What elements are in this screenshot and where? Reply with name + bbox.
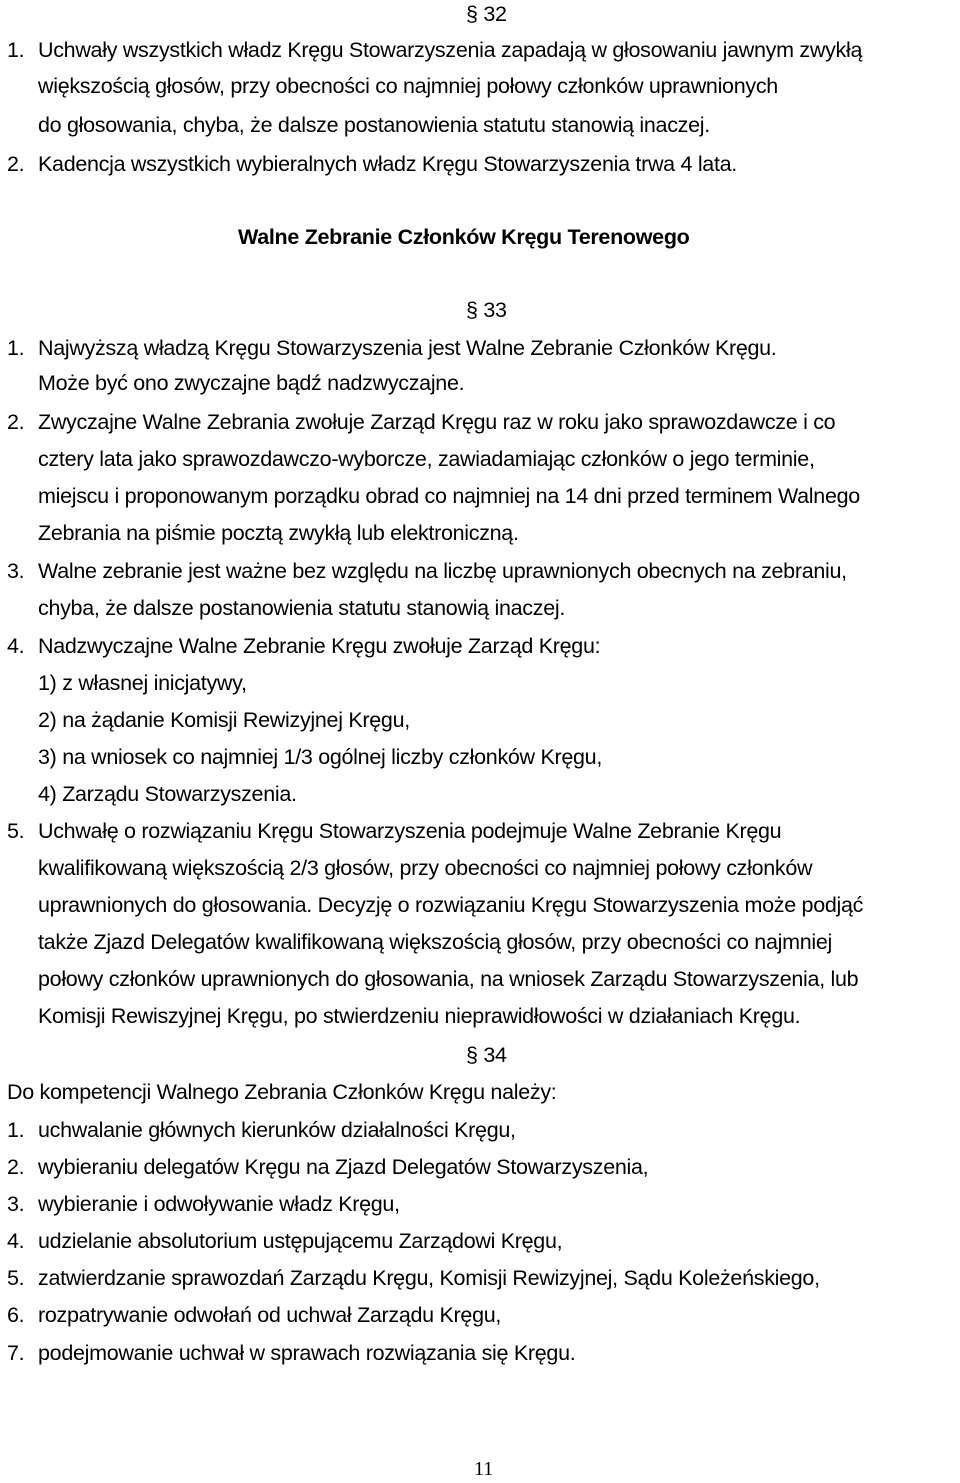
s33-item-4-number: 4. — [7, 634, 25, 658]
walne-zebranie-heading: Walne Zebranie Członków Kręgu Terenowego — [238, 225, 690, 249]
section-32-heading: § 32 — [466, 2, 507, 26]
s33-item-2-line-4: Zebrania na piśmie pocztą zwykłą lub elektroniczną. — [38, 521, 519, 545]
s34-intro: Do kompetencji Walnego Zebrania Członków Kręgu należy: — [7, 1080, 557, 1104]
s33-item-4-subitem-3: 3) na wniosek co najmniej 1/3 ogólnej liczby członków Kręgu, — [38, 745, 603, 769]
s33-item-1-line-2: Może być ono zwyczajne bądź nadzwyczajne. — [38, 371, 465, 395]
s34-item-6-text: rozpatrywanie odwołań od uchwał Zarządu Kręgu, — [38, 1303, 502, 1327]
s33-item-2-line-3: miejscu i proponowanym porządku obrad co najmniej na 14 dni przed terminem Walnego — [38, 484, 860, 508]
s32-item-1-line-1: Uchwały wszystkich władz Kręgu Stowarzyszenia zapadają w głosowaniu jawnym zwykłą — [38, 38, 863, 62]
s33-item-1-line-1: Najwyższą władzą Kręgu Stowarzyszenia jest Walne Zebranie Członków Kręgu. — [38, 336, 777, 360]
s34-item-4-number: 4. — [7, 1229, 25, 1253]
s32-item-2-number: 2. — [7, 152, 25, 176]
s33-item-2-line-1: Zwyczajne Walne Zebrania zwołuje Zarząd Kręgu raz w roku jako sprawozdawcze i co — [38, 410, 836, 434]
s34-item-3-number: 3. — [7, 1192, 25, 1216]
s33-item-3-line-2: chyba, że dalsze postanowienia statutu stanowią inaczej. — [38, 596, 565, 620]
s33-item-3-line-1: Walne zebranie jest ważne bez względu na liczbę uprawnionych obecnych na zebraniu, — [38, 559, 847, 583]
s33-item-5-line-2: kwalifikowaną większością 2/3 głosów, przy obecności co najmniej połowy członków — [38, 856, 813, 880]
s34-item-7-number: 7. — [7, 1341, 25, 1365]
s33-item-2-number: 2. — [7, 410, 25, 434]
s33-item-2-line-2: cztery lata jako sprawozdawczo-wyborcze, zawiadamiając członków o jego terminie, — [38, 447, 815, 471]
s34-item-6-number: 6. — [7, 1303, 25, 1327]
s33-item-4-subitem-1: 1) z własnej inicjatywy, — [38, 671, 247, 695]
s33-item-5-line-3: uprawnionych do głosowania. Decyzję o rozwiązaniu Kręgu Stowarzyszenia może podjąć — [38, 893, 864, 917]
s34-item-5-number: 5. — [7, 1266, 25, 1290]
page-number: 11 — [474, 1458, 494, 1480]
s34-item-7-text: podejmowanie uchwał w sprawach rozwiązania się Kręgu. — [38, 1341, 576, 1365]
s34-item-3-text: wybieranie i odwoływanie władz Kręgu, — [38, 1192, 400, 1216]
s33-item-5-line-6: Komisji Rewiszyjnej Kręgu, po stwierdzeniu nieprawidłowości w działaniach Kręgu. — [38, 1004, 801, 1028]
s33-item-3-number: 3. — [7, 559, 25, 583]
s33-item-5-line-4: także Zjazd Delegatów kwalifikowaną większością głosów, przy obecności co najmniej — [38, 930, 832, 954]
s34-item-4-text: udzielanie absolutorium ustępującemu Zarządowi Kręgu, — [38, 1229, 563, 1253]
s32-item-1-line-3: do głosowania, chyba, że dalsze postanowienia statutu stanowią inaczej. — [38, 113, 710, 137]
s33-item-4-line-1: Nadzwyczajne Walne Zebranie Kręgu zwołuje Zarząd Kręgu: — [38, 634, 601, 658]
section-33-heading: § 33 — [466, 298, 507, 322]
s34-item-5-text: zatwierdzanie sprawozdań Zarządu Kręgu, Komisji Rewizyjnej, Sądu Koleżeńskiego, — [38, 1266, 820, 1290]
s33-item-5-number: 5. — [7, 819, 25, 843]
s33-item-4-subitem-2: 2) na żądanie Komisji Rewizyjnej Kręgu, — [38, 708, 410, 732]
s34-item-1-text: uchwalanie głównych kierunków działalności Kręgu, — [38, 1118, 516, 1142]
s32-item-2-line-1: Kadencja wszystkich wybieralnych władz Kręgu Stowarzyszenia trwa 4 lata. — [38, 152, 737, 176]
s34-item-2-text: wybieraniu delegatów Kręgu na Zjazd Delegatów Stowarzyszenia, — [38, 1155, 649, 1179]
s34-item-2-number: 2. — [7, 1155, 25, 1179]
s32-item-1-line-2: większością głosów, przy obecności co najmniej połowy członków uprawnionych — [38, 74, 778, 98]
s33-item-4-subitem-4: 4) Zarządu Stowarzyszenia. — [38, 782, 297, 806]
s34-item-1-number: 1. — [7, 1118, 25, 1142]
s32-item-1-number: 1. — [7, 38, 25, 62]
section-34-heading: § 34 — [466, 1043, 507, 1067]
s33-item-1-number: 1. — [7, 336, 25, 360]
s33-item-5-line-5: połowy członków uprawnionych do głosowania, na wniosek Zarządu Stowarzyszenia, lub — [38, 967, 859, 991]
s33-item-5-line-1: Uchwałę o rozwiązaniu Kręgu Stowarzyszenia podejmuje Walne Zebranie Kręgu — [38, 819, 782, 843]
